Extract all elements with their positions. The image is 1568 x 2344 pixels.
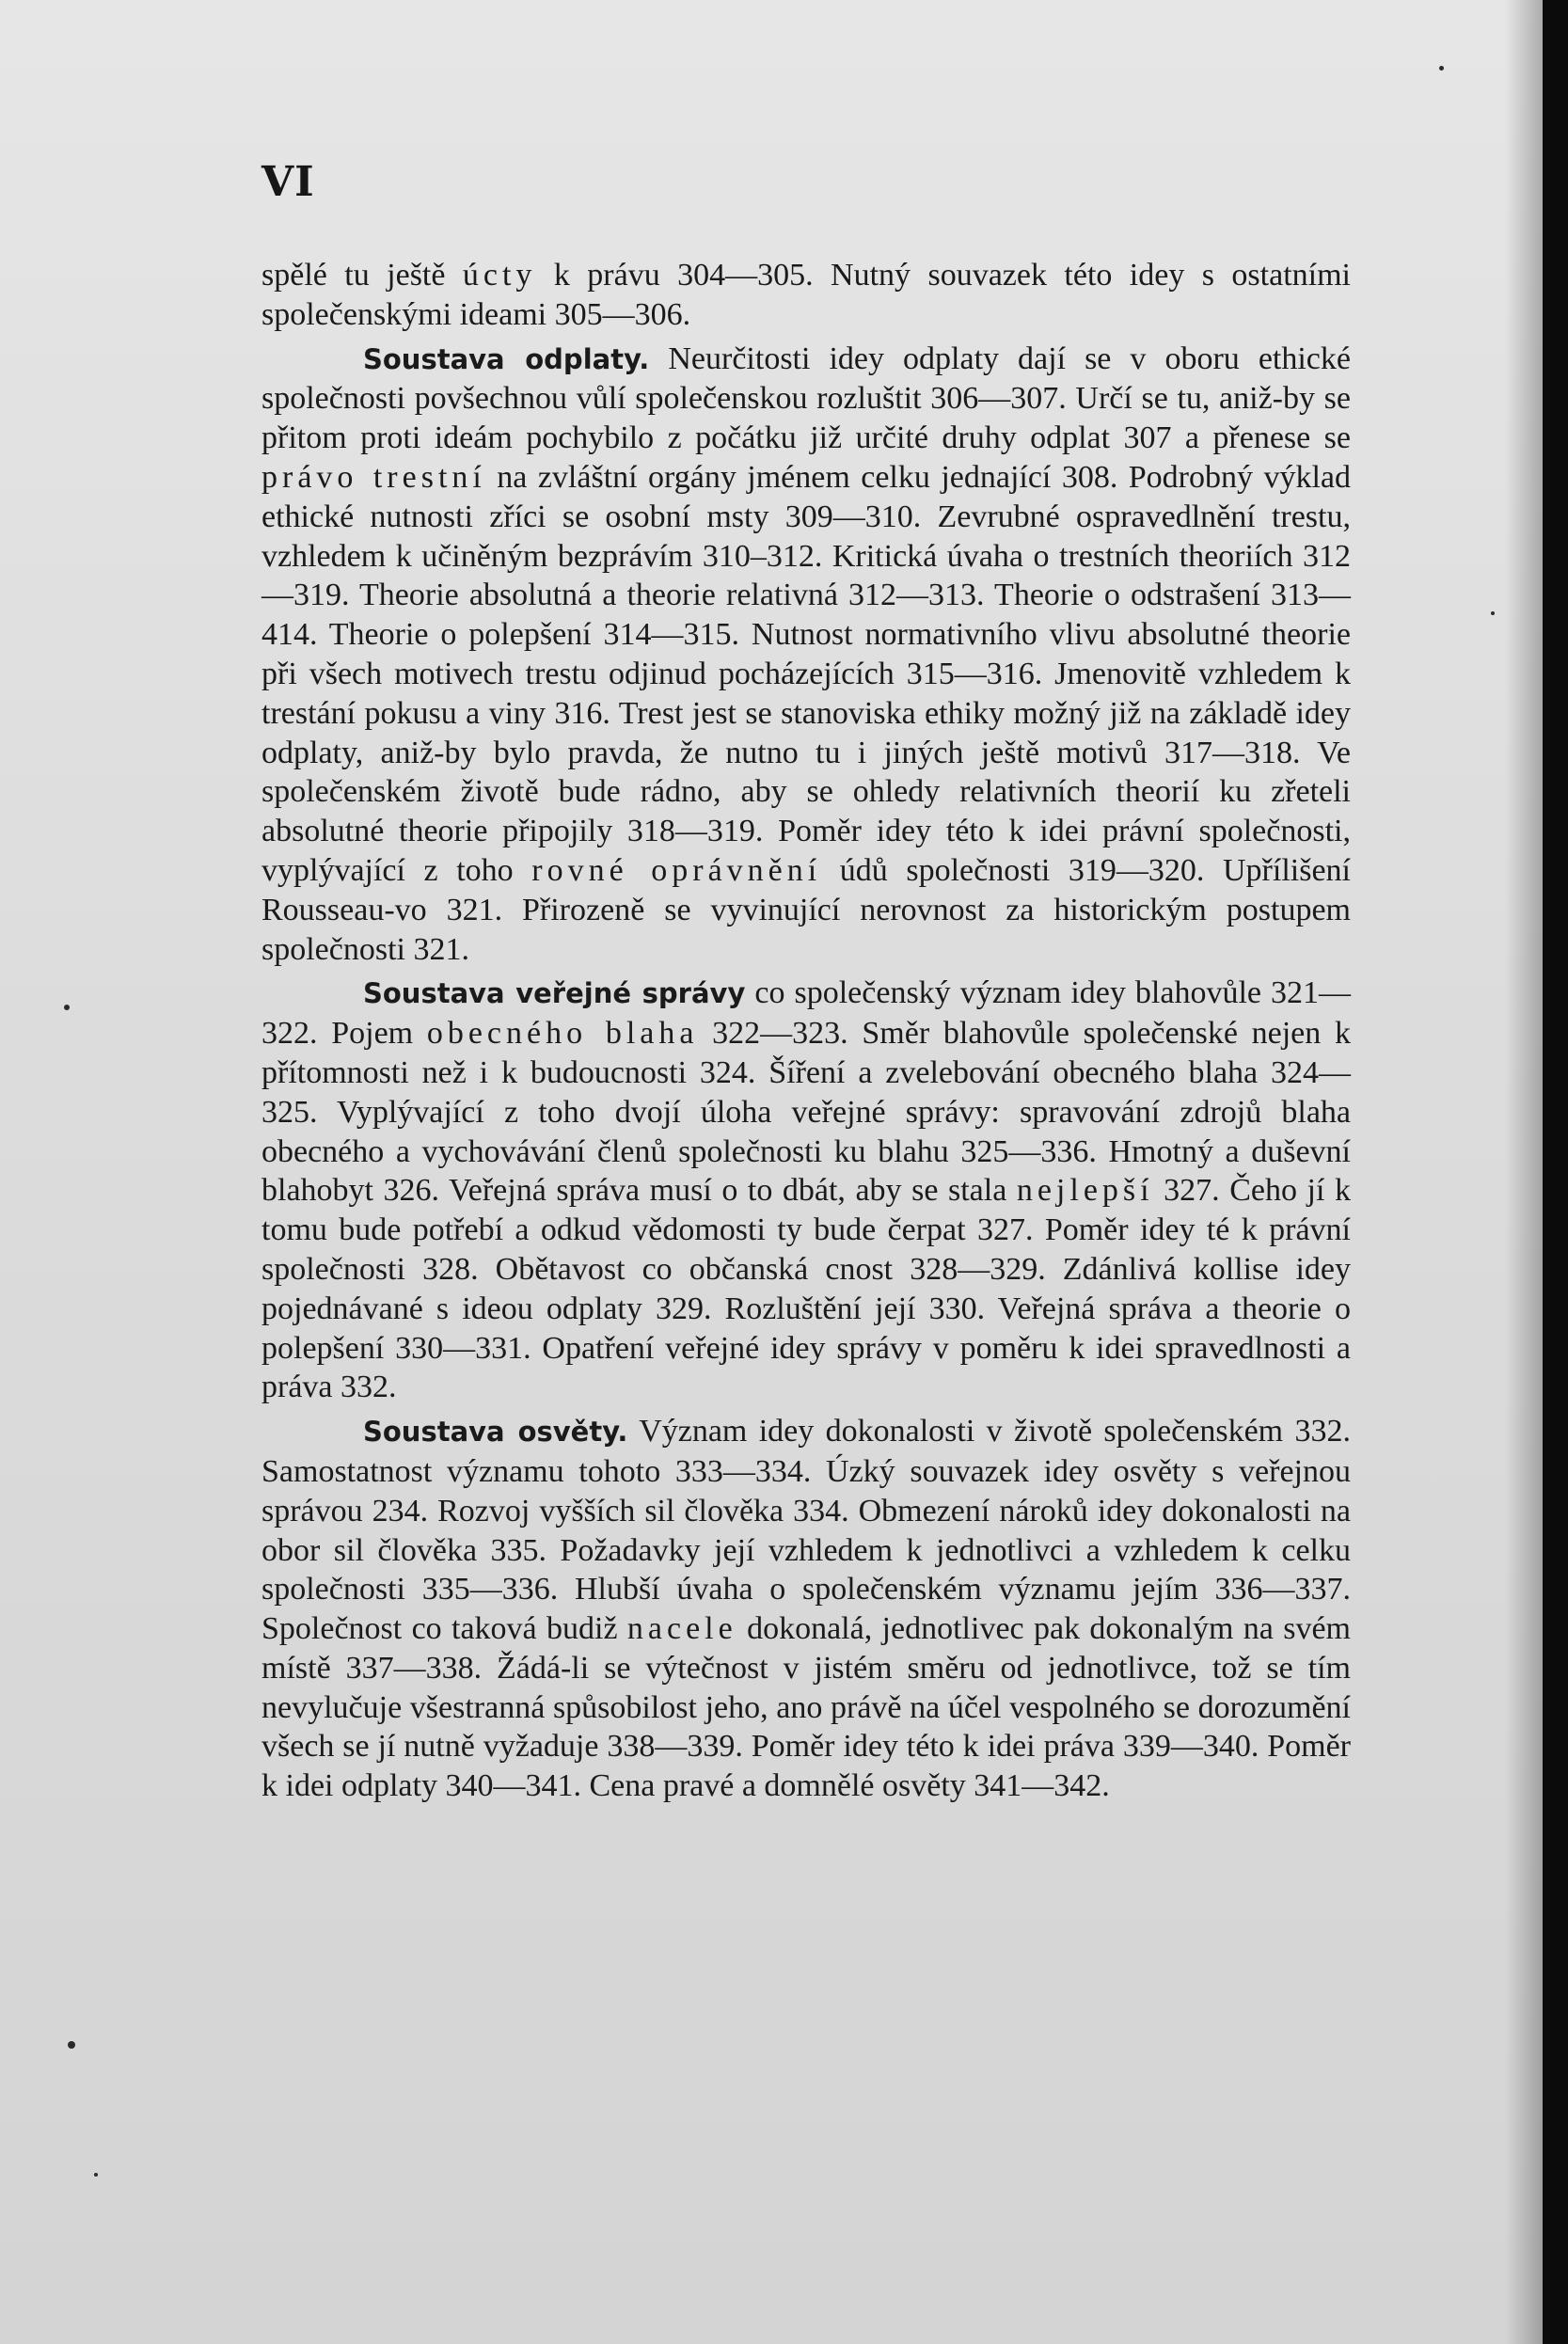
- emphasized-text: rovné oprávnění: [531, 852, 822, 888]
- table-of-contents-text: [261, 256, 1351, 1811]
- paragraph: [261, 340, 1351, 970]
- paragraph-text: co společenský význam idey blahovůle 321—322. Pojem: [261, 975, 1351, 1052]
- section-heading: Soustava osvěty.: [363, 1416, 628, 1449]
- emphasized-text: právo trestní: [261, 459, 486, 495]
- paragraph-text: 322—323. Směr blahovůle společenské nejen k přítomnosti než i k budoucnosti 324. Šíření a zvelebování obecného blaha 324—325. Vyplývající z toho dvojí úloha veřejné správy: spravování zdrojů blaha obecného a vychovávání členů společnosti ku blahu 325—336. Hmotný a duševní blahobyt 326. Veřejná správa musí o to dbát, aby se stala: [261, 1016, 1351, 1209]
- paragraph-text: údů společnosti 319—320. Upřílišení Rousseau-vo 321. Přirozeně se vyvinující nerovnost za historickým postupem společnosti 321.: [261, 852, 1351, 967]
- emphasized-text: obecného blaha: [426, 1016, 699, 1052]
- scan-speck: [94, 2173, 98, 2177]
- paragraph-text: k právu 304—305. Nutný souvazek této idey s ostatními společenskými ideami 305—306.: [261, 258, 1351, 332]
- paragraph: [261, 256, 1351, 335]
- emphasized-text: nacele: [626, 1611, 737, 1647]
- paragraph-text: spělé tu ještě: [261, 258, 463, 293]
- scan-speck: [1491, 611, 1495, 615]
- section-heading: Soustava veřejné správy: [363, 977, 746, 1010]
- paragraph: [261, 974, 1351, 1407]
- scan-speck: [68, 2041, 75, 2049]
- emphasized-text: úcty: [462, 258, 537, 293]
- paragraph: [261, 1412, 1351, 1806]
- paragraph-text: 327. Čeho jí k tomu bude potřebí a odkud vědomosti ty bude čerpat 327. Poměr idey té k právní společnosti 328. Obětavost co občanská cnost 328—329. Zdánlivá kollise idey pojednávané s ideou odplaty 329. Rozluštění její 330. Veřejná správa a theorie o polepšení 330—331. Opatření veřejné idey správy v poměru k idei spravedlnosti a práva 332.: [261, 1173, 1351, 1405]
- paragraph-text: na zvláštní orgány jménem celku jednající 308. Podrobný výklad ethické nutnosti zříci se osobní msty 309—310. Zevrubné ospravedlnění trestu, vzhledem k učiněným bezprávím 310–312. Kritická úvaha o trestních theoriích 312—319. Theorie absolutná a theorie relativná 312—313. Theorie o odstrašení 313—414. Theorie o polepšení 314—315. Nutnost normativního vlivu absolutné theorie při všech motivech trestu odjinud pocházejících 315—316. Jmenovitě vzhledem k trestání pokusu a viny 316. Trest jest se stanoviska ethiky možný již na základě idey odplaty, aniž-by bylo pravda, že nutno tu i jiných ještě motivů 317—318. Ve společenském životě bude rádno, aby se ohledy relativních theorií ku zřeteli absolutné theorie připojily 318—319. Poměr idey této k idei právní společnosti, vyplývající z toho: [261, 459, 1351, 888]
- scan-speck: [1439, 66, 1444, 71]
- paragraph-text: dokonalá, jednotlivec pak dokonalým na svém místě 337—338. Žádá-li se výtečnost v jistém směru od jednotlivce, tož se tím nevylučuje všestranná spůsobilost jeho, ano právě na účel vespolného se dorozumění všech se jí nutně vyžaduje 338—339. Poměr idey této k idei práva 339—340. Poměr k idei odplaty 340—341. Cena pravé a domnělé osvěty 341—342.: [261, 1611, 1351, 1804]
- paragraph-text: Význam idey dokonalosti v životě společenském 332. Samostatnost významu tohoto 333—334. Úzký souvazek idey osvěty s veřejnou správou 234. Rozvoj vyšších sil člověka 334. Obmezení nároků idey dokonalosti na obor sil člověka 335. Požadavky její vzhledem k jednotlivci a vzhledem k celku společnosti 335—336. Hlubší úvaha o společenském významu jejím 336—337. Společnost co taková budiž: [261, 1414, 1351, 1647]
- page-edge-shadow: [1505, 0, 1543, 2344]
- section-heading: Soustava odplaty.: [363, 342, 650, 375]
- page-number: VI: [261, 158, 315, 206]
- scan-speck: [64, 1005, 70, 1010]
- paragraph-text: Neurčitosti idey odplaty dají se v oboru ethické společnosti povšechnou vůlí společenskou rozluštit 306—307. Určí se tu, aniž-by se přitom proti ideám pochybilo z počátku již určité druhy odplat 307 a přenese se: [261, 341, 1351, 456]
- emphasized-text: nejlepší: [1016, 1173, 1154, 1209]
